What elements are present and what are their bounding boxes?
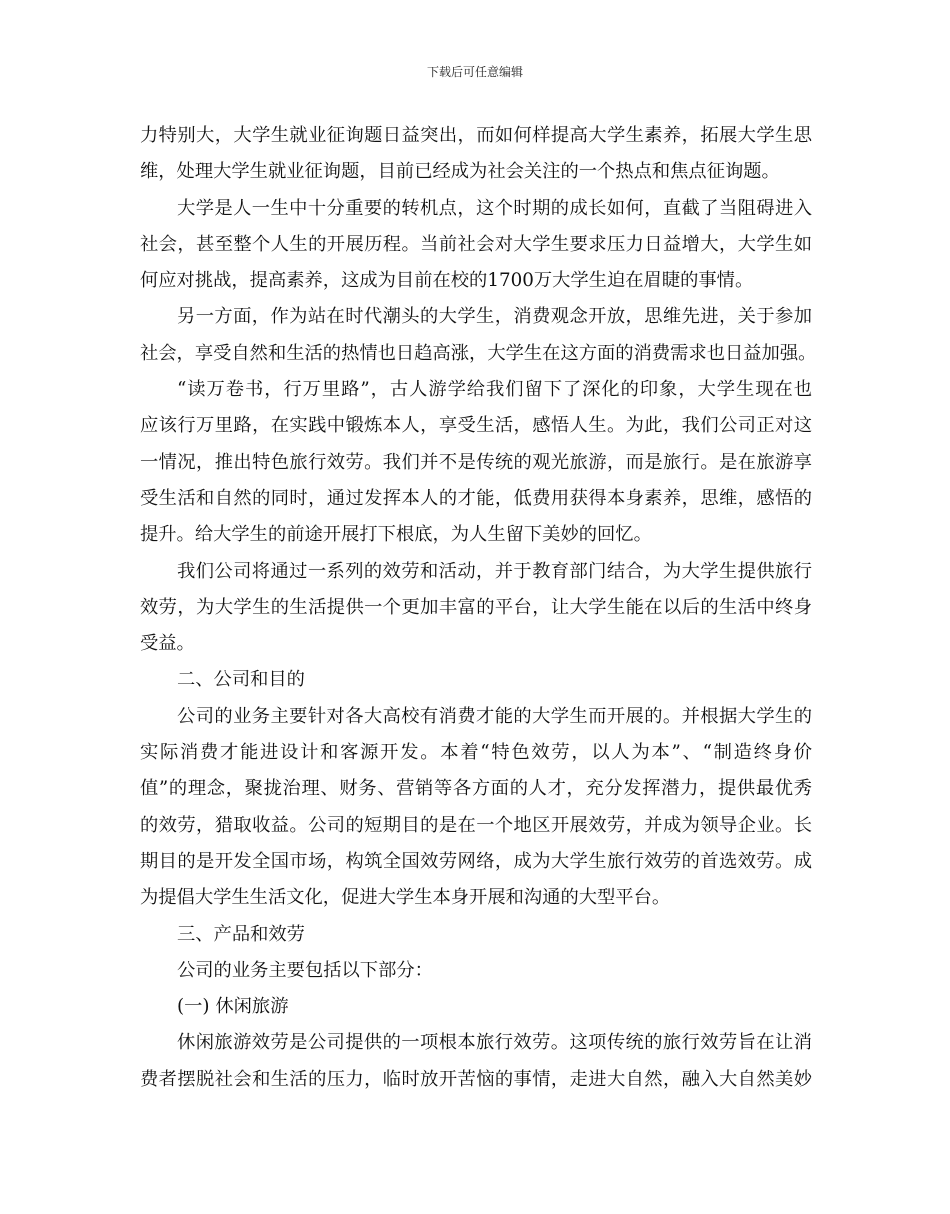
paragraph-line: 社会，享受自然和生活的热情也日趋高涨，大学生在这方面的消费需求也日益加强。 <box>140 342 817 364</box>
page-header: 下载后可任意编辑 <box>426 65 523 79</box>
paragraph-first-line: 三、产品和效劳 <box>177 923 305 945</box>
paragraph-line: 效劳，为大学生的生活提供一个更加丰富的平台，让大学生能在以后的生活中终身 <box>140 596 812 618</box>
paragraph-line: 期目的是开发全国市场，构筑全国效劳网络，成为大学生旅行效劳的首选效劳。成 <box>140 850 812 872</box>
paragraph-line: 为提倡大学生生活文化，促进大学生本身开展和沟通的大型平台。 <box>140 887 671 909</box>
paragraph-line: 值”的理念，聚拢治理、财务、营销等各方面的人才，充分发挥潜力，提供最优秀 <box>140 778 812 800</box>
paragraph-line: 提升。给大学生的前途开展打下根底，为人生留下美妙的回忆。 <box>140 524 652 546</box>
paragraph-line: 受生活和自然的同时，通过发挥本人的才能，低费用获得本身素养，思维，感悟的 <box>140 487 812 509</box>
paragraph-first-line: 公司的业务主要针对各大高校有消费才能的大学生而开展的。并根据大学生的 <box>177 705 812 727</box>
paragraph-first-line: (一) 休闲旅游 <box>177 996 289 1018</box>
paragraph-line: 社会，甚至整个人生的开展历程。当前社会对大学生要求压力日益增大，大学生如 <box>140 233 812 255</box>
paragraph-first-line: 另一方面，作为站在时代潮头的大学生，消费观念开放，思维先进，关于参加 <box>177 306 812 328</box>
paragraph-first-line: 休闲旅游效劳是公司提供的一项根本旅行效劳。这项传统的旅行效劳旨在让消 <box>177 1032 812 1054</box>
paragraph-line: 力特别大，大学生就业征询题日益突出，而如何样提高大学生素养，拓展大学生思 <box>140 125 812 146</box>
paragraph-line: 费者摆脱社会和生活的压力，临时放开苦恼的事情，走进大自然，融入大自然美妙 <box>140 1068 812 1090</box>
paragraph-line: 实际消费才能进设计和客源开发。本着“特色效劳，以人为本”、“制造终身价 <box>140 742 812 764</box>
paragraph-first-line: 二、公司和目的 <box>177 669 305 691</box>
paragraph-line: 维，处理大学生就业征询题，目前已经成为社会关注的一个热点和焦点征询题。 <box>140 161 780 183</box>
paragraph-first-line: 公司的业务主要包括以下部分： <box>177 959 433 981</box>
document-body <box>140 118 817 1098</box>
paragraph-first-line: “读万卷书，行万里路”，古人游学给我们留下了深化的印象，大学生现在也 <box>177 379 812 401</box>
paragraph-line: 受益。 <box>140 633 195 655</box>
paragraph-line: 的效劳，猎取收益。公司的短期目的是在一个地区开展效劳，并成为领导企业。长 <box>140 814 812 836</box>
paragraph-line: 何应对挑战，提高素养，这成为目前在校的1700万大学生迫在眉睫的事情。 <box>140 270 754 292</box>
paragraph-first-line: 大学是人一生中十分重要的转机点，这个时期的成长如何，直截了当阻碍进入 <box>177 197 812 219</box>
paragraph-line: 应该行万里路，在实践中锻炼本人，享受生活，感悟人生。为此，我们公司正对这 <box>140 415 812 437</box>
paragraph-first-line: 我们公司将通过一系列的效劳和活动，并于教育部门结合，为大学生提供旅行 <box>177 560 812 582</box>
paragraph-line: 一情况，推出特色旅行效劳。我们并不是传统的观光旅游，而是旅行。是在旅游享 <box>140 451 812 473</box>
